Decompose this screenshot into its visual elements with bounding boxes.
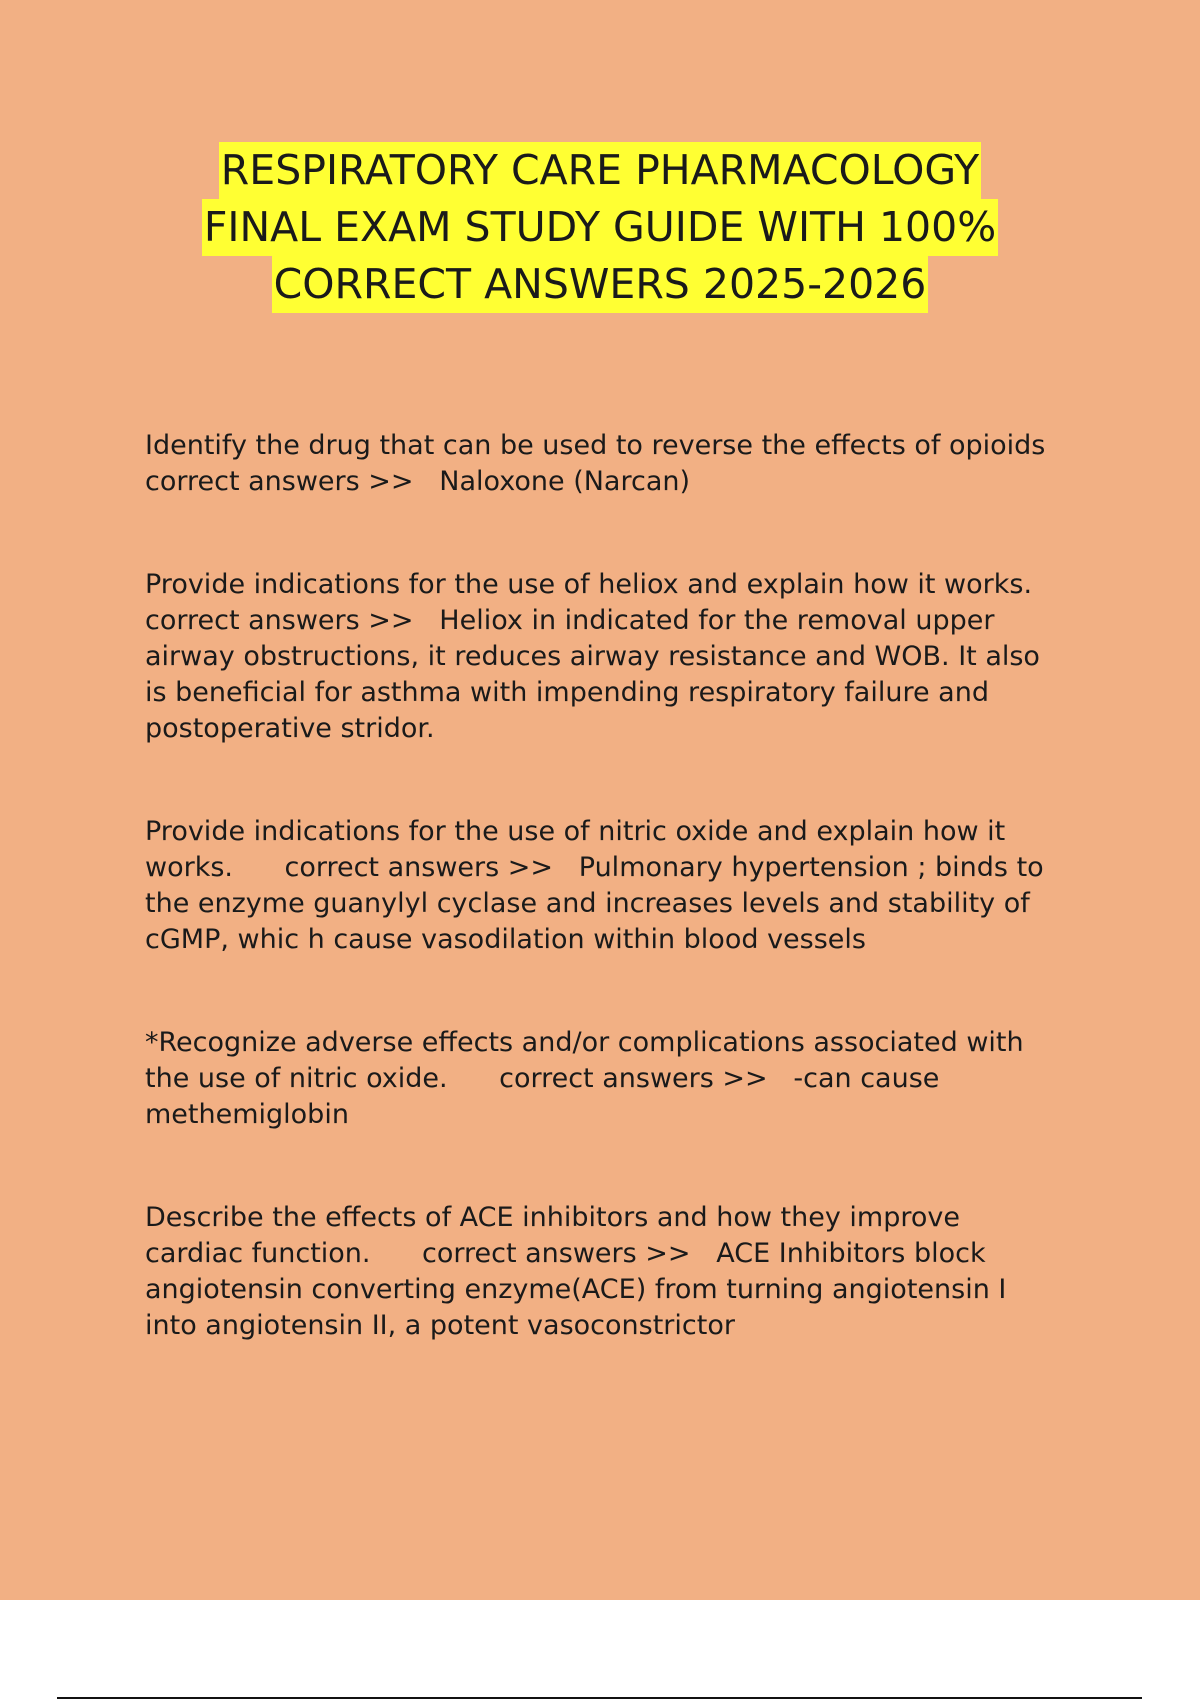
question-answer-list	[145, 428, 1105, 1411]
document-title	[0, 142, 1200, 313]
qa-line: airway obstructions, it reduces airway resistance and WOB. It also	[145, 641, 1040, 672]
qa-line: Provide indications for the use of heliox and explain how it works.	[145, 569, 1033, 600]
qa-line: angiotensin converting enzyme(ACE) from turning angiotensin I	[145, 1274, 1007, 1305]
qa-line: cGMP, whic h cause vasodilation within blood vessels	[145, 924, 866, 955]
qa-line: postoperative stridor.	[145, 713, 435, 744]
qa-line: Describe the effects of ACE inhibitors and how they improve	[145, 1202, 960, 1233]
qa-line: correct answers >> Heliox in indicated for the removal upper	[145, 605, 995, 636]
footer-divider	[57, 1697, 1142, 1699]
qa-line: the use of nitric oxide. correct answers >> -can cause	[145, 1063, 940, 1094]
title-line-1: RESPIRATORY CARE PHARMACOLOGY	[219, 142, 981, 199]
qa-line: Identify the drug that can be used to reverse the effects of opioids	[145, 430, 1046, 461]
qa-line: works. correct answers >> Pulmonary hypertension ; binds to	[145, 852, 1044, 883]
qa-item-ace-inhibitors	[145, 1200, 1105, 1344]
qa-item-nitric-oxide-adverse	[145, 1025, 1105, 1133]
title-line-3: CORRECT ANSWERS 2025-2026	[272, 256, 929, 313]
qa-line: into angiotensin II, a potent vasoconstrictor	[145, 1310, 735, 1341]
qa-line: is beneficial for asthma with impending respiratory failure and	[145, 677, 989, 708]
qa-line: Provide indications for the use of nitric oxide and explain how it	[145, 816, 1006, 847]
qa-line: cardiac function. correct answers >> ACE Inhibitors block	[145, 1238, 986, 1269]
title-line-2: FINAL EXAM STUDY GUIDE WITH 100%	[202, 199, 998, 256]
qa-item-opioid-reversal	[145, 428, 1105, 500]
qa-line: *Recognize adverse effects and/or complications associated with	[145, 1027, 1024, 1058]
qa-line: correct answers >> Naloxone (Narcan)	[145, 466, 691, 497]
qa-item-heliox	[145, 567, 1105, 747]
qa-line: the enzyme guanylyl cyclase and increases levels and stability of	[145, 888, 1030, 919]
qa-item-nitric-oxide	[145, 814, 1105, 958]
qa-line: methemiglobin	[145, 1099, 349, 1130]
